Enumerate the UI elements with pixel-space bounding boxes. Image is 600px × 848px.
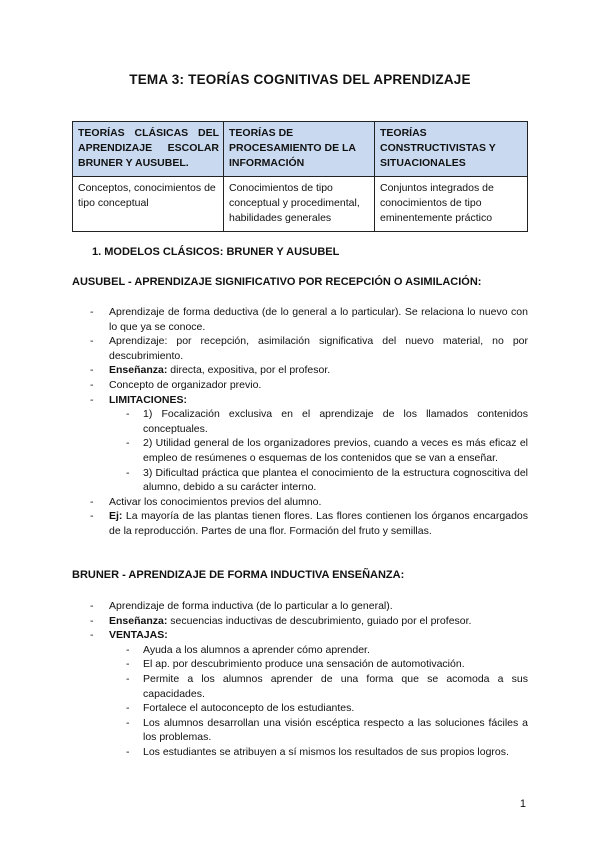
dash-bullet: -: [126, 466, 130, 479]
sub-list-item: - Ayuda a los alumnos a aprender cómo aprender.: [126, 643, 370, 656]
list-item: - Ej: La mayoría de las plantas tienen flores. Las flores contienen los órganos encargados de la reproducción. Partes de una flor. Formación del fruto y semillas.: [90, 510, 528, 537]
dash-bullet: -: [90, 306, 94, 318]
table-row: [73, 177, 528, 232]
list-item: - Aprendizaje: por recepción, asimilación significativa del nuevo material, no por descubrimiento.: [90, 335, 528, 362]
sub-list-item: - Los alumnos desarrollan una visión escéptica respecto a las soluciones fáciles a los problemas.: [126, 716, 528, 744]
dash-bullet: -: [90, 378, 94, 391]
sub-list-item: - 2) Utilidad general de los organizadores previos, cuando a veces es más eficaz el empleo de resúmenes o esquemas de los contenidos que se van a enseñar.: [126, 437, 528, 464]
ausubel-list: [72, 305, 528, 539]
list-item: - Enseñanza: secuencias inductivas de descubrimiento, guiado por el profesor.: [90, 614, 472, 627]
dash-bullet: -: [126, 672, 130, 685]
table-header-cell: TEORÍAS DE PROCESAMIENTO DE LA INFORMACIÓN: [224, 122, 375, 177]
dash-bullet: -: [126, 702, 130, 715]
dash-bullet: -: [90, 335, 94, 348]
list-item: - Enseñanza: directa, expositiva, por el profesor.: [90, 364, 331, 377]
sub-list-item: - 1) Focalización exclusiva en el aprendizaje de los llamados contenidos conceptuales.: [126, 408, 528, 435]
sub-list-item: - Fortalece el autoconcepto de los estudiantes.: [126, 702, 355, 715]
section-heading: 1. MODELOS CLÁSICOS: BRUNER Y AUSUBEL: [92, 246, 340, 258]
dash-bullet: -: [90, 393, 94, 406]
list-item: - Concepto de organizador previo.: [90, 378, 262, 391]
dash-bullet: -: [126, 745, 130, 758]
bruner-list: [72, 599, 528, 760]
page-title: TEMA 3: TEORÍAS COGNITIVAS DEL APRENDIZAJE: [129, 72, 471, 87]
list-item: - Aprendizaje de forma deductiva (de lo general a lo particular). Se relaciona lo nuevo con lo que ya se conoce.: [90, 306, 528, 333]
table-header-cell: TEORÍAS CONSTRUCTIVISTAS Y SITUACIONALES: [375, 122, 528, 177]
theories-table: [72, 121, 528, 232]
dash-bullet: -: [126, 658, 130, 671]
sub-list-item: - Los estudiantes se atribuyen a sí mismos los resultados de sus propios logros.: [126, 745, 509, 758]
table-cell: Conjuntos integrados de conocimientos de tipo eminentemente práctico: [375, 177, 528, 232]
page-number: 1: [519, 798, 526, 810]
bruner-heading: BRUNER - APRENDIZAJE DE FORMA INDUCTIVA ENSEÑANZA:: [72, 569, 405, 581]
sub-list-item: - 3) Dificultad práctica que plantea el conocimiento de la estructura cognoscitiva del alumno, debido a su carácter interno.: [126, 466, 528, 494]
dash-bullet: -: [90, 600, 94, 612]
dash-bullet: -: [126, 716, 130, 729]
dash-bullet: -: [90, 510, 94, 523]
list-item: - VENTAJAS:: [90, 629, 168, 642]
ausubel-heading: AUSUBEL - APRENDIZAJE SIGNIFICATIVO POR RECEPCIÓN O ASIMILACIÓN:: [72, 276, 482, 288]
dash-bullet: -: [90, 495, 94, 508]
table-header-row: [73, 122, 528, 177]
dash-bullet: -: [90, 364, 94, 377]
dash-bullet: -: [90, 614, 94, 627]
table-cell: Conceptos, conocimientos de tipo conceptual: [73, 177, 224, 232]
sub-list-item: - El ap. por descubrimiento produce una sensación de automotivación.: [126, 658, 465, 671]
list-item: - LIMITACIONES:: [90, 393, 187, 406]
table-cell: Conocimientos de tipo conceptual y procedimental, habilidades generales: [224, 177, 375, 232]
list-item: - Activar los conocimientos previos del alumno.: [90, 495, 322, 508]
table-header-cell: TEORÍAS CLÁSICAS DEL APRENDIZAJE ESCOLAR BRUNER Y AUSUBEL.: [73, 122, 224, 177]
dash-bullet: -: [126, 643, 130, 656]
dash-bullet: -: [90, 629, 94, 642]
sub-list-item: - Permite a los alumnos aprender de una forma que se acomoda a sus capacidades.: [126, 672, 528, 700]
list-item: - Aprendizaje de forma inductiva (de lo particular a lo general).: [90, 600, 393, 612]
dash-bullet: -: [126, 408, 130, 421]
dash-bullet: -: [126, 437, 130, 450]
